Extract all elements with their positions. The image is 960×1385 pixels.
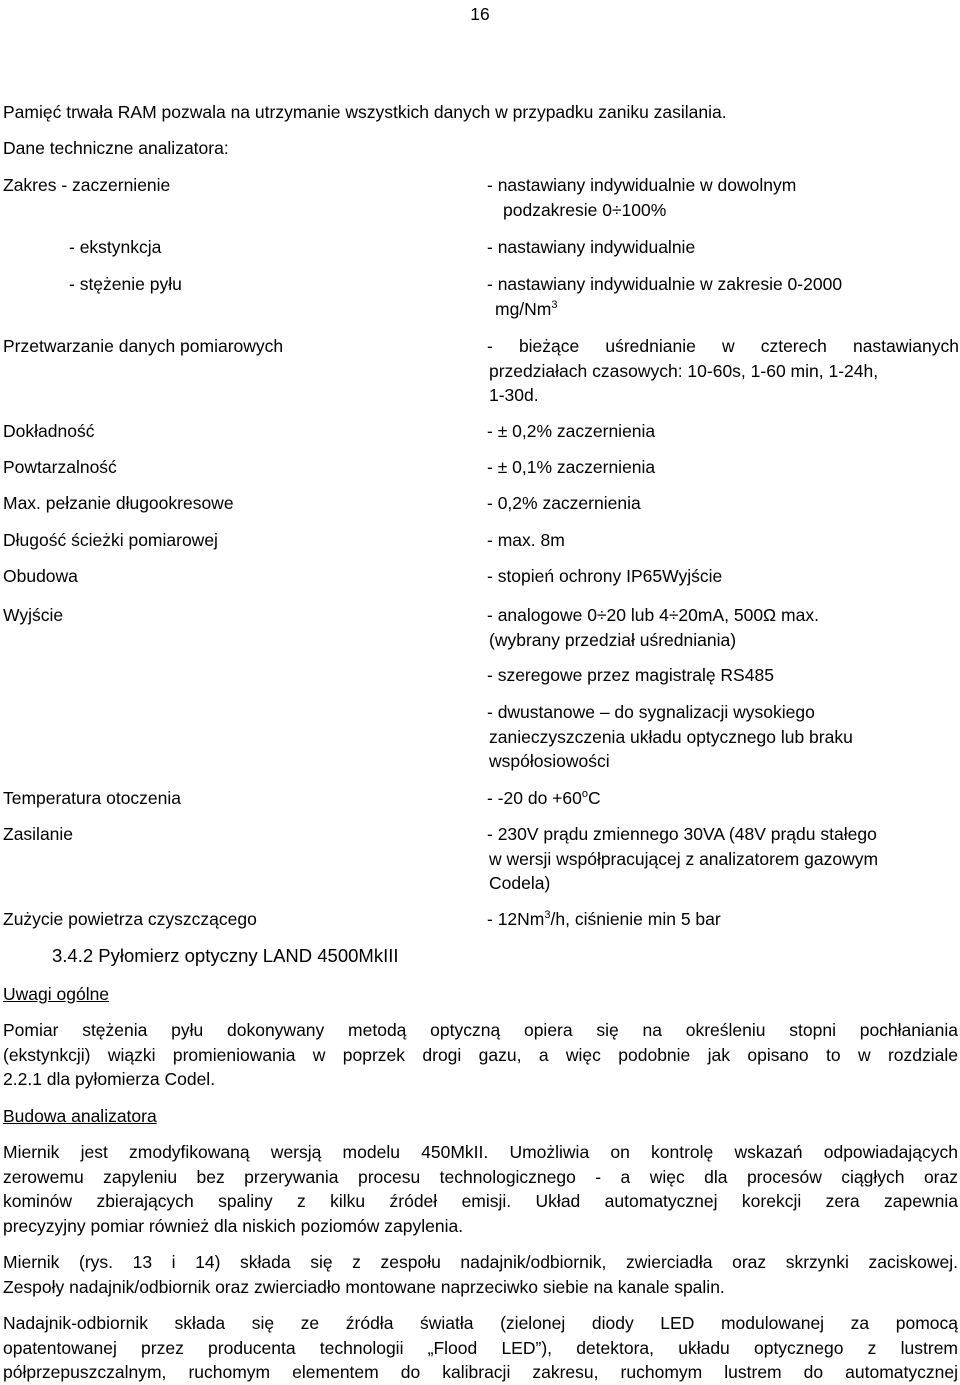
spec-value-wyjscie-binary <box>487 700 853 774</box>
spec-value-line: Codela) <box>489 873 551 893</box>
paragraph-line: półprzepuszczalnym, ruchomym elementem do kalibracji zakresu, ruchomym lustrem do automatycznej <box>3 1362 958 1382</box>
spec-value-obudowa: - stopień ochrony IP65Wyjście <box>487 566 723 586</box>
spec-value-line: - nastawiany indywidualnie w dowolnym <box>487 175 797 195</box>
spec-value-dlugosc: - max. 8m <box>487 530 565 550</box>
spec-label-pelzanie: Max. pełzanie długookresowe <box>3 493 234 513</box>
paragraph-line: Pomiar stężenia pyłu dokonywany metodą optyczną opiera się na określeniu stopni pochłaniania <box>3 1020 958 1040</box>
spec-value-unit: C <box>587 788 601 808</box>
spec-value-line: - dwustanowe – do sygnalizacji wysokiego <box>487 702 815 722</box>
spec-label-stezenie: - stężenie pyłu <box>69 274 182 294</box>
spec-value-powtarzalnosc: - ± 0,1% zaczernienia <box>487 457 656 477</box>
spec-label-wyjscie: Wyjście <box>3 605 64 625</box>
spec-value-text: - 12Nm <box>487 909 545 929</box>
spec-label-zakres: Zakres - zaczernienie <box>3 175 171 195</box>
spec-label-zuzycie: Zużycie powietrza czyszczącego <box>3 909 257 929</box>
spec-label-zasilanie: Zasilanie <box>3 824 74 844</box>
uwagi-paragraph <box>3 1018 958 1092</box>
paragraph-line: Miernik (rys. 13 i 14) składa się z zespołu nadajnik/odbiornik, zwierciadła oraz skrzynki zaciskowej. <box>3 1252 958 1272</box>
spec-value-line: przedziałach czasowych: 10-60s, 1-60 min, 1-24h, <box>489 360 879 381</box>
page-number: 16 <box>470 4 490 24</box>
tech-specs-heading: Dane techniczne analizatora: <box>3 138 229 158</box>
paragraph-line: Zespoły nadajnik/odbiornik oraz zwierciadło montowane naprzeciwko siebie na kanale spalin. <box>3 1276 725 1297</box>
paragraph-line: Miernik jest zmodyfikowaną wersją modelu 450MkII. Umożliwia on kontrolę wskazań odpowiadających <box>3 1142 958 1162</box>
spec-value-line: w wersji współpracującej z analizatorem gazowym <box>489 848 879 869</box>
spec-label-temperatura: Temperatura otoczenia <box>3 788 182 808</box>
spec-value-unit: mg/Nm <box>495 298 552 319</box>
spec-value-line: współosiowości <box>489 751 610 771</box>
spec-value-stezenie <box>487 272 842 321</box>
paragraph-line: opatentowanej przez producenta technologii „Flood LED”), detektora, układu optycznego z lustrem <box>3 1337 958 1358</box>
spec-value-zasilanie <box>487 822 878 896</box>
paragraph-line: precyzyjny pomiar również dla niskich poziomów zapylenia. <box>3 1215 464 1236</box>
budowa-paragraph-2 <box>3 1250 958 1299</box>
spec-value-superscript: 3 <box>544 909 551 921</box>
spec-label-powtarzalnosc: Powtarzalność <box>3 457 117 477</box>
paragraph-line: 2.2.1 dla pyłomierza Codel. <box>3 1069 216 1089</box>
spec-value-line: - analogowe 0÷20 lub 4÷20mA, 500Ω max. <box>487 605 819 625</box>
section-heading: 3.4.2 Pyłomierz optyczny LAND 4500MkIII <box>52 945 399 966</box>
spec-label-przetwarzanie: Przetwarzanie danych pomiarowych <box>3 336 284 356</box>
budowa-heading: Budowa analizatora <box>3 1106 157 1126</box>
spec-label-dlugosc: Długość ścieżki pomiarowej <box>3 530 218 550</box>
spec-value-temperatura <box>487 786 601 811</box>
spec-value-text: - -20 do +60 <box>487 788 582 808</box>
spec-value-line: zanieczyszczenia układu optycznego lub braku <box>489 726 853 747</box>
spec-value-dokladnosc: - ± 0,2% zaczernienia <box>487 421 656 441</box>
spec-value-pelzanie: - 0,2% zaczernienia <box>487 493 641 513</box>
spec-value-line: 1-30d. <box>489 385 539 405</box>
spec-label-ekstynkcja: - ekstynkcja <box>69 237 162 257</box>
spec-value-superscript: 3 <box>551 298 558 311</box>
uwagi-heading: Uwagi ogólne <box>3 984 110 1004</box>
spec-label-dokladnosc: Dokładność <box>3 421 95 441</box>
spec-value-line: - bieżące uśrednianie w czterech nastawianych <box>487 336 959 356</box>
spec-value-wyjscie-analog <box>487 603 819 652</box>
spec-value-line: - nastawiany indywidualnie w zakresie 0-2000 <box>487 274 843 294</box>
spec-value-line: podzakresie 0÷100% <box>503 199 667 220</box>
spec-value-line: - 230V prądu zmiennego 30VA (48V prądu stałego <box>487 824 877 844</box>
spec-value-zakres <box>487 173 796 222</box>
budowa-paragraph-3 <box>3 1311 958 1385</box>
budowa-paragraph-1 <box>3 1140 958 1238</box>
spec-value-przetwarzanie <box>487 334 959 408</box>
spec-label-obudowa: Obudowa <box>3 566 78 586</box>
paragraph-line: Nadajnik-odbiornik składa się ze źródła światła (zielonej diody LED modulowanej za pomocą <box>3 1313 958 1333</box>
spec-value-ekstynkcja: - nastawiany indywidualnie <box>487 237 696 257</box>
spec-value-wyjscie-serial: - szeregowe przez magistralę RS485 <box>487 665 774 685</box>
spec-value-superscript: o <box>581 788 588 800</box>
paragraph-line: (ekstynkcji) wiązki promieniowania w poprzek drogi gazu, a więc podobnie jak opisano to w rozdziale <box>3 1044 958 1065</box>
paragraph-line: kominów zbierających spaliny z kilku źródeł emisji. Układ automatycznej korekcji zera zapewnia <box>3 1191 958 1211</box>
intro-paragraph: Pamięć trwała RAM pozwala na utrzymanie wszystkich danych w przypadku zaniku zasilania. <box>3 102 727 122</box>
spec-value-zuzycie <box>487 907 721 932</box>
paragraph-line: zerowemu zapyleniu bez przerywania procesu technologicznego - a więc dla procesów ciągłych oraz <box>3 1166 958 1187</box>
spec-value-text: /h, ciśnienie min 5 bar <box>550 909 721 929</box>
spec-value-line: (wybrany przedział uśredniania) <box>489 629 737 650</box>
